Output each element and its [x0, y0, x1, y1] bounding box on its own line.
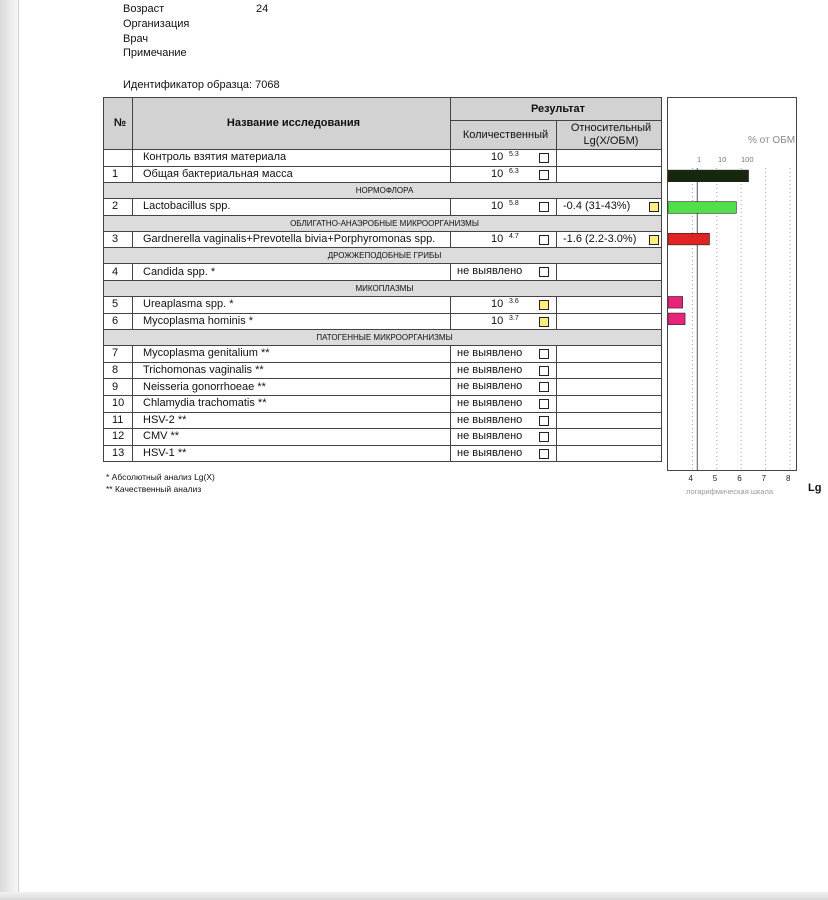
axis-label-lg: Lg: [808, 482, 822, 494]
table-row: [104, 445, 662, 462]
yellow-flag-checkbox: [649, 202, 659, 212]
quantitative-cell: [451, 150, 557, 167]
chart-canvas: [668, 98, 796, 470]
section-row: [104, 215, 662, 231]
table-row: [104, 412, 662, 429]
not-detected-text: не выявлено: [457, 265, 523, 278]
row-number: 3: [104, 231, 133, 248]
quantitative-cell: [451, 429, 557, 446]
relative-cell: [557, 429, 662, 446]
scale-tick-label: 5: [712, 474, 718, 483]
empty-checkbox: [539, 366, 549, 376]
relative-cell: [557, 346, 662, 363]
table-row: [104, 199, 662, 216]
quantitative-cell: [451, 166, 557, 183]
quantity-base: 10: [491, 151, 504, 163]
col-result-header: Результат: [451, 98, 662, 121]
quantitative-cell: [451, 379, 557, 396]
chart-title: % от ОБМ: [748, 135, 796, 146]
row-number: 1: [104, 166, 133, 183]
row-number: 8: [104, 362, 133, 379]
not-detected-text: не выявлено: [457, 413, 523, 426]
scale-tick-label: 7: [761, 474, 767, 483]
test-name: Neisseria gonorrhoeae **: [133, 379, 451, 396]
scale-tick-label: 8: [786, 474, 791, 483]
test-name: Chlamydia trachomatis **: [133, 395, 451, 412]
relative-cell: [557, 296, 662, 313]
quantity-base: 10: [491, 200, 504, 213]
quantitative-cell: [451, 412, 557, 429]
col-relative-line2: Lg(X/ОБМ): [583, 135, 639, 147]
quantity-exponent: 6.3: [509, 167, 519, 175]
scale-caption: логарифмическая шкала: [686, 487, 774, 496]
relative-value: -0.4 (31-43%): [563, 200, 631, 213]
table-row: [104, 264, 662, 281]
empty-checkbox: [539, 170, 549, 180]
chart-bar: [668, 313, 685, 325]
quantitative-cell: [451, 346, 557, 363]
row-number: 6: [104, 313, 133, 330]
test-name: CMV **: [133, 429, 451, 446]
empty-checkbox: [539, 432, 549, 442]
doctor-label: Врач: [123, 33, 149, 45]
row-number: 7: [104, 346, 133, 363]
age-value: 24: [256, 3, 269, 15]
note-label: Примечание: [123, 47, 187, 59]
table-row: [104, 429, 662, 446]
yellow-flag-checkbox: [539, 317, 549, 327]
col-number-header: №: [104, 98, 133, 150]
test-name: Контроль взятия материала: [133, 150, 451, 167]
quantity-exponent: 5.3: [509, 151, 519, 158]
row-number: 5: [104, 296, 133, 313]
percent-tick-label: 100: [741, 155, 754, 164]
age-label: Возраст: [123, 3, 165, 15]
section-row: [104, 330, 662, 346]
quantity-base: 10: [491, 314, 504, 327]
empty-checkbox: [539, 382, 549, 392]
col-quantitative-header: Количественный: [451, 121, 557, 150]
yellow-flag-checkbox: [649, 235, 659, 245]
quantitative-cell: [451, 313, 557, 330]
not-detected-text: не выявлено: [457, 380, 523, 393]
table-row: [104, 346, 662, 363]
empty-checkbox: [539, 267, 549, 277]
test-name: Ureaplasma spp. *: [133, 296, 451, 313]
empty-checkbox: [539, 399, 549, 409]
quantitative-cell: [451, 264, 557, 281]
test-name: Lactobacillus spp.: [133, 199, 451, 216]
quantity-exponent: 4.7: [509, 232, 519, 240]
empty-checkbox: [539, 416, 549, 426]
bottom-page-shadow: [0, 892, 828, 900]
footnote-qualitative: ** Качественный анализ: [106, 484, 202, 494]
section-row: [104, 183, 662, 199]
chart-bar: [668, 296, 683, 308]
row-number: [104, 150, 133, 167]
page-edge-shadow: [0, 0, 18, 900]
test-name: HSV-2 **: [133, 412, 451, 429]
row-number: 2: [104, 199, 133, 216]
table-row: [104, 313, 662, 330]
row-number: 12: [104, 429, 133, 446]
col-name-header: Название исследования: [133, 98, 451, 150]
not-detected-text: не выявлено: [457, 430, 523, 443]
empty-checkbox: [539, 202, 549, 212]
chart-bar: [668, 233, 709, 245]
relative-cell: [557, 395, 662, 412]
relative-cell: [557, 150, 662, 167]
log-scale-chart: [667, 97, 797, 471]
relative-cell: [557, 379, 662, 396]
chart-bar: [668, 170, 749, 182]
relative-value: -1.6 (2.2-3.0%): [563, 232, 637, 245]
quantitative-cell: [451, 231, 557, 248]
percent-tick-label: 10: [718, 155, 727, 164]
relative-cell: [557, 445, 662, 462]
quantity-exponent: 3.6: [509, 297, 519, 305]
scale-tick-label: 6: [737, 474, 742, 483]
quantitative-cell: [451, 362, 557, 379]
table-row: [104, 150, 662, 167]
relative-cell: [557, 231, 662, 248]
yellow-flag-checkbox: [539, 300, 549, 310]
test-name: HSV-1 **: [133, 445, 451, 462]
test-name: Mycoplasma hominis *: [133, 313, 451, 330]
row-number: 10: [104, 395, 133, 412]
quantity-base: 10: [491, 167, 504, 180]
relative-cell: [557, 199, 662, 216]
quantity-exponent: 3.7: [509, 314, 519, 322]
test-name: Gardnerella vaginalis+Prevotella bivia+Porphyromonas spp.: [133, 231, 451, 248]
quantitative-cell: [451, 296, 557, 313]
table-row: [104, 395, 662, 412]
relative-cell: [557, 313, 662, 330]
not-detected-text: не выявлено: [457, 347, 523, 360]
scale-tick-label: 4: [688, 474, 693, 483]
empty-checkbox: [539, 235, 549, 245]
section-title: МИКОПЛАЗМЫ: [104, 280, 662, 296]
results-table: [103, 97, 662, 462]
test-name: Общая бактериальная масса: [133, 166, 451, 183]
results-body: [104, 150, 662, 462]
quantity-exponent: 5.8: [509, 200, 519, 208]
section-title: ПАТОГЕННЫЕ МИКРООРГАНИЗМЫ: [104, 330, 662, 346]
row-number: 9: [104, 379, 133, 396]
test-name: Candida spp. *: [133, 264, 451, 281]
empty-checkbox: [539, 349, 549, 359]
table-row: [104, 379, 662, 396]
row-number: 4: [104, 264, 133, 281]
section-title: ОБЛИГАТНО-АНАЭРОБНЫЕ МИКРООРГАНИЗМЫ: [104, 215, 662, 231]
quantitative-cell: [451, 445, 557, 462]
section-title: НОРМОФЛОРА: [104, 183, 662, 199]
test-name: Trichomonas vaginalis **: [133, 362, 451, 379]
not-detected-text: не выявлено: [457, 363, 523, 376]
quantity-base: 10: [491, 297, 504, 310]
organization-label: Организация: [123, 18, 190, 30]
table-row: [104, 296, 662, 313]
empty-checkbox: [539, 153, 549, 163]
section-row: [104, 248, 662, 264]
table-row: [104, 362, 662, 379]
quantitative-cell: [451, 199, 557, 216]
page-edge-line: [18, 0, 19, 900]
not-detected-text: не выявлено: [457, 446, 523, 459]
relative-cell: [557, 362, 662, 379]
row-number: 11: [104, 412, 133, 429]
relative-cell: [557, 412, 662, 429]
col-relative-header: [557, 121, 662, 150]
empty-checkbox: [539, 449, 549, 459]
footnote-absolute: * Абсолютный анализ Lg(X): [106, 472, 215, 482]
test-name: Mycoplasma genitalium **: [133, 346, 451, 363]
col-relative-line1: Относительный: [570, 122, 652, 134]
not-detected-text: не выявлено: [457, 396, 523, 409]
table-row: [104, 166, 662, 183]
chart-bar: [668, 202, 736, 214]
quantity-base: 10: [491, 232, 504, 245]
relative-cell: [557, 264, 662, 281]
percent-tick-label: 1: [697, 155, 702, 164]
sample-id: Идентификатор образца: 7068: [123, 79, 280, 91]
quantitative-cell: [451, 395, 557, 412]
row-number: 13: [104, 445, 133, 462]
table-row: [104, 231, 662, 248]
section-row: [104, 280, 662, 296]
relative-cell: [557, 166, 662, 183]
section-title: ДРОЖЖЕПОДОБНЫЕ ГРИБЫ: [104, 248, 662, 264]
